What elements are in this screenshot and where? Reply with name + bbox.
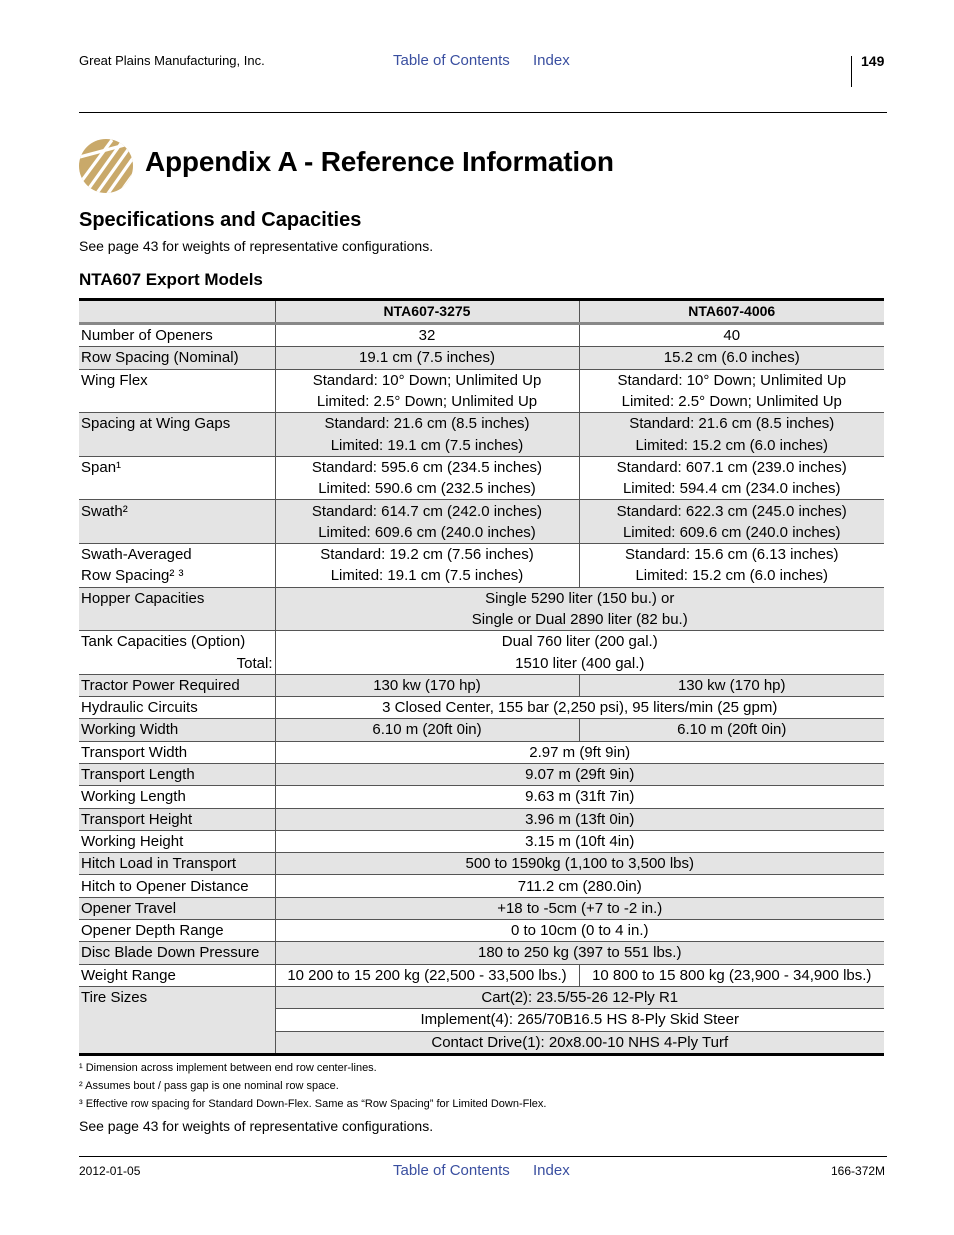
cell-value: Standard: 595.6 cm (234.5 inches) [275,456,579,478]
footer-doc-number: 166-372M [831,1164,886,1178]
intro-text: See page 43 for weights of representative configurations. [79,238,434,254]
header-company: Great Plains Manufacturing, Inc. [79,53,265,68]
table-row [79,500,884,522]
table-header-cell: NTA607-3275 [275,300,579,324]
cell-value: 6.10 m (20ft 0in) [579,719,884,741]
table-row [79,1031,884,1054]
table-header-cell: NTA607-4006 [579,300,884,324]
cell-value: Standard: 607.1 cm (239.0 inches) [579,456,884,478]
cell-value: Limited: 19.1 cm (7.5 inches) [275,565,579,587]
row-label-continuation [79,1031,275,1054]
cell-value: Contact Drive(1): 20x8.00-10 NHS 4-Ply Turf [275,1031,884,1054]
cell-value: 2.97 m (9ft 9in) [275,741,884,763]
cell-value: Dual 760 liter (200 gal.) [275,631,884,653]
table-row [79,565,884,587]
table-row [79,347,884,369]
cell-value: 180 to 250 kg (397 to 551 lbs.) [275,942,884,964]
row-label: Tank Capacities (Option) [81,633,246,651]
page-number: 149 [861,53,885,69]
table-row [79,1009,884,1031]
cell-value: Limited: 15.2 cm (6.0 inches) [579,434,884,456]
cell-value: Cart(2): 23.5/55-26 12-Ply R1 [275,986,884,1008]
row-label: Row Spacing (Nominal) [79,347,275,369]
cell-value: Single 5290 liter (150 bu.) or [275,587,884,609]
row-label: Hydraulic Circuits [79,697,275,719]
cell-value: 40 [579,324,884,347]
table-row [79,456,884,478]
row-label: Swath² [79,500,275,522]
cell-value: 711.2 cm (280.0in) [275,875,884,897]
cell-value: Standard: 622.3 cm (245.0 inches) [579,500,884,522]
subsection-heading: NTA607 Export Models [79,270,263,289]
row-label: Wing Flex [81,371,148,389]
row-label: Span¹ [81,458,122,476]
table-row [79,719,884,741]
cell-value: Implement(4): 265/70B16.5 HS 8-Ply Skid Steer [275,1009,884,1031]
table-row [79,875,884,897]
header-toc-link[interactable]: Table of Contents [393,52,510,69]
cell-value: 6.10 m (20ft 0in) [275,719,579,741]
cell-value: 3 Closed Center, 155 bar (2,250 psi), 95 liters/min (25 gpm) [275,697,884,719]
cell-value: 15.2 cm (6.0 inches) [579,347,884,369]
section-heading: Specifications and Capacities [79,209,362,231]
table-row [79,853,884,875]
table-row [79,830,884,852]
row-label-continuation [79,434,275,456]
table-row [79,631,884,653]
row-label: Disc Blade Down Pressure [79,942,275,964]
table-row [79,391,884,413]
cell-value: 500 to 1590kg (1,100 to 3,500 lbs) [275,853,884,875]
cell-value: 10 800 to 15 800 kg (23,900 - 34,900 lbs.) [579,964,884,986]
cell-value: 32 [275,324,579,347]
table-row [79,369,884,391]
table-row [79,942,884,964]
row-label: Hitch to Opener Distance [79,875,275,897]
table-row [79,808,884,830]
table-row [79,609,884,631]
cell-value: Standard: 15.6 cm (6.13 inches) [579,543,884,565]
row-label: Hitch Load in Transport [79,853,275,875]
row-label: Swath-Averaged [81,546,192,564]
cell-value: Standard: 19.2 cm (7.56 inches) [275,543,579,565]
table-header-cell [79,300,275,324]
table-row [79,652,884,674]
cell-value: Limited: 594.4 cm (234.0 inches) [579,478,884,500]
row-label: Number of Openers [79,324,275,347]
table-row [79,741,884,763]
cell-value: Limited: 590.6 cm (232.5 inches) [275,478,579,500]
header-divider [851,56,852,87]
row-label: Opener Depth Range [79,920,275,942]
footnote: ² Assumes bout / pass gap is one nominal row space. [79,1080,339,1092]
row-label-continuation [79,522,275,544]
cell-value: Standard: 10° Down; Unlimited Up [579,369,884,391]
row-label: Spacing at Wing Gaps [79,413,275,435]
row-label: Working Length [79,786,275,808]
row-label: Opener Travel [79,897,275,919]
row-label: Hopper Capacities [79,587,275,609]
cell-value: 130 kw (170 hp) [579,674,884,696]
header-rule [79,112,887,113]
cell-value: 9.07 m (29ft 9in) [275,763,884,785]
table-row [79,543,884,565]
cell-value: 10 200 to 15 200 kg (22,500 - 33,500 lbs.) [275,964,579,986]
cell-value: 3.15 m (10ft 4in) [275,830,884,852]
header-index-link[interactable]: Index [533,52,570,69]
cell-value: 0 to 10cm (0 to 4 in.) [275,920,884,942]
table-row [79,324,884,347]
cell-value: Limited: 15.2 cm (6.0 inches) [579,565,884,587]
row-label: Working Width [79,719,275,741]
table-row [79,478,884,500]
row-label: Total: [79,652,275,674]
table-row [79,434,884,456]
table-header-row [79,300,884,324]
row-label-continuation [79,478,275,500]
table-row [79,786,884,808]
cell-value: 3.96 m (13ft 0in) [275,808,884,830]
row-label: Tractor Power Required [79,674,275,696]
cell-value: Limited: 609.6 cm (240.0 inches) [579,522,884,544]
table-row [79,413,884,435]
row-label-continuation [79,1009,275,1031]
footnote: ³ Effective row spacing for Standard Down-Flex. Same as “Row Spacing” for Limited Down-Flex. [79,1098,547,1110]
cell-value: Standard: 21.6 cm (8.5 inches) [275,413,579,435]
row-label: Weight Range [79,964,275,986]
table-row [79,522,884,544]
table-row [79,587,884,609]
cell-value: 1510 liter (400 gal.) [275,652,884,674]
row-label: Tire Sizes [79,986,275,1008]
cell-value: +18 to -5cm (+7 to -2 in.) [275,897,884,919]
row-label: Working Height [79,830,275,852]
cell-value: Single or Dual 2890 liter (82 bu.) [275,609,884,631]
outro-text: See page 43 for weights of representative configurations. [79,1118,434,1134]
page-title: Appendix A - Reference Information [145,146,614,177]
footnote: ¹ Dimension across implement between end row center-lines. [79,1062,377,1074]
cell-value: Limited: 2.5° Down; Unlimited Up [579,391,884,413]
row-label: Transport Length [79,763,275,785]
table-row [79,763,884,785]
cell-value: 9.63 m (31ft 7in) [275,786,884,808]
table-row [79,674,884,696]
great-plains-logo-icon [78,138,134,194]
table-row [79,920,884,942]
footer-toc-link[interactable]: Table of Contents [393,1162,510,1179]
cell-value: Standard: 614.7 cm (242.0 inches) [275,500,579,522]
cell-value: Standard: 10° Down; Unlimited Up [275,369,579,391]
cell-value: Limited: 609.6 cm (240.0 inches) [275,522,579,544]
table-row [79,964,884,986]
row-label: Transport Width [79,741,275,763]
footer-index-link[interactable]: Index [533,1162,570,1179]
row-label-continuation [79,391,275,413]
cell-value: Standard: 21.6 cm (8.5 inches) [579,413,884,435]
specifications-table [79,298,884,1056]
cell-value: Limited: 2.5° Down; Unlimited Up [275,391,579,413]
row-label-continuation [79,609,275,631]
footer-rule [79,1156,887,1157]
cell-value: Limited: 19.1 cm (7.5 inches) [275,434,579,456]
cell-value: 19.1 cm (7.5 inches) [275,347,579,369]
table-row [79,986,884,1008]
row-label: Transport Height [79,808,275,830]
table-row [79,697,884,719]
table-row [79,897,884,919]
footer-date: 2012-01-05 [79,1164,141,1178]
cell-value: 130 kw (170 hp) [275,674,579,696]
row-label: Row Spacing² ³ [79,565,275,587]
